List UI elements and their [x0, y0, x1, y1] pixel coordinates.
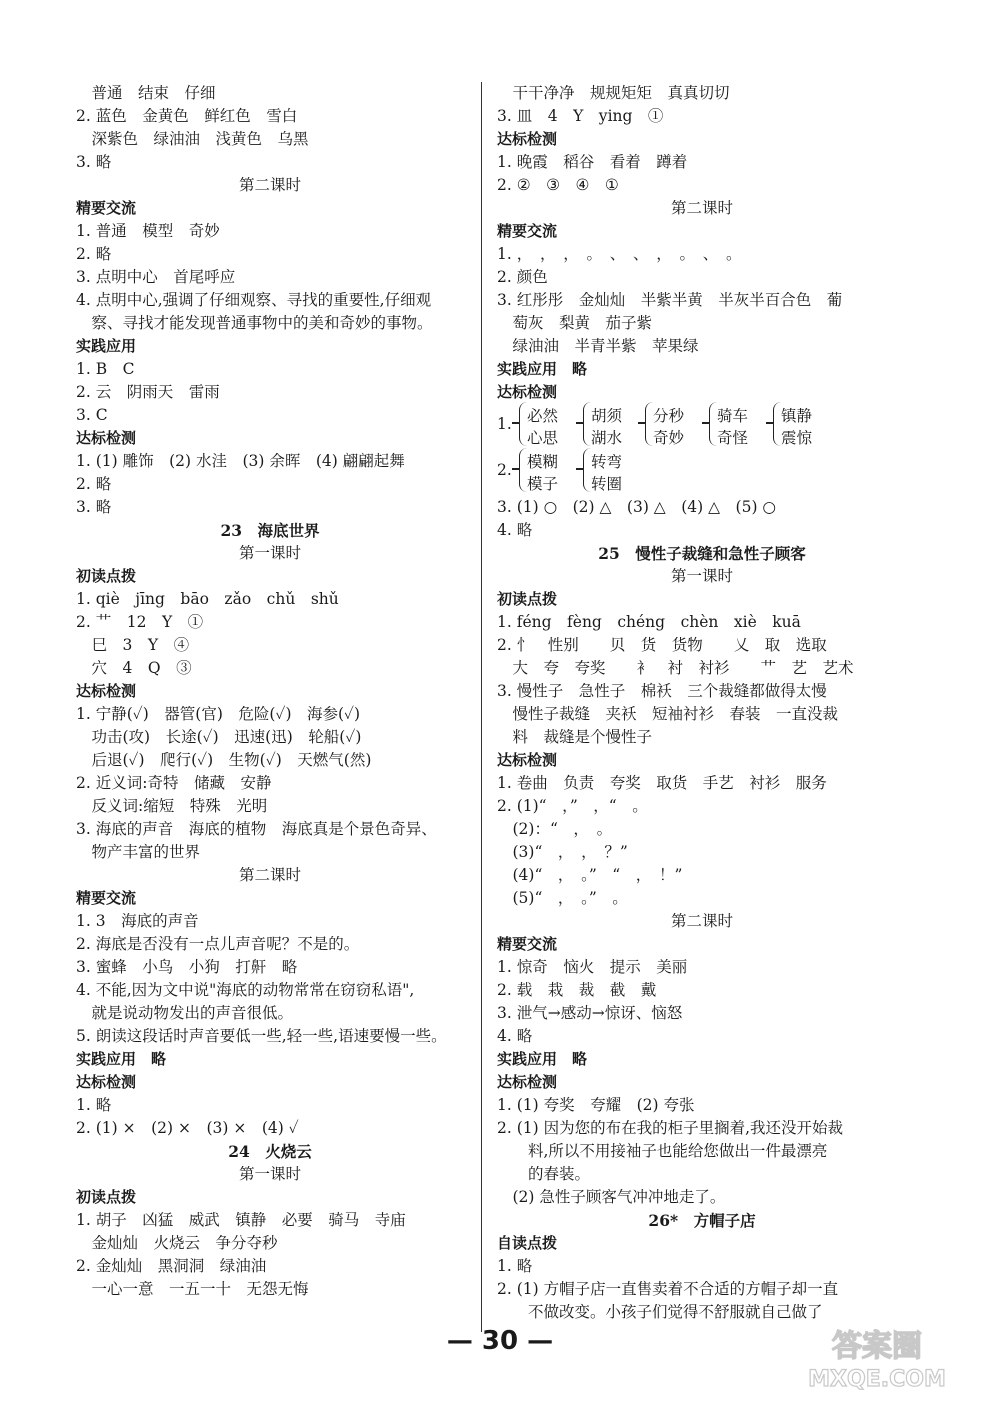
answer-line: 4. 不能,因为文中说"海底的动物常常在窃窃私语", [76, 981, 415, 999]
answer-line: 2. 载 栽 裁 截 戴 [497, 981, 657, 999]
question-number: 2. [497, 461, 512, 479]
answer-line: 2. 颜色 [497, 268, 548, 286]
section-heading: 达标检测 [497, 383, 558, 401]
answer-line: 1. 普通 模型 奇妙 [76, 222, 220, 240]
answer-line: 1. 略 [76, 1096, 112, 1114]
answer-line: 3. 点明中心 首尾呼应 [76, 268, 236, 286]
section-heading: 精要交流 [76, 889, 137, 907]
answer-line: 2. (1) 方帽子店一直售卖着不合适的方帽子却一直 [497, 1280, 839, 1298]
answer-line: 深紫色 绿油油 浅黄色 乌黑 [76, 130, 309, 148]
answer-line: 1. (1) 夸奖 夸耀 (2) 夸张 [497, 1096, 695, 1114]
answer-line: 2. (1) 因为您的布在我的柜子里搁着,我还没开始裁 [497, 1119, 844, 1137]
watermark-text-cn: 答案圈 [832, 1329, 922, 1364]
answer-line: 1. 略 [497, 1257, 533, 1275]
answer-line: 绿油油 半青半紫 苹果绿 [497, 337, 699, 355]
answer-line: 2. 略 [76, 245, 112, 263]
answer-line: 巳 3 Y ④ [76, 636, 190, 654]
brace-word: 转弯 [591, 453, 623, 471]
section-heading: 精要交流 [76, 199, 137, 217]
answer-line: (3)“ ， ， ？” [497, 843, 628, 861]
answer-line: (5)“ ， 。” 。 [497, 889, 628, 907]
section-heading: 精要交流 [497, 935, 558, 953]
answer-line: 后退(✓) 爬行(✓) 生物(✓) 天燃气(然) [76, 751, 372, 769]
answer-line: 2. 艹 12 Y ① [76, 613, 204, 631]
brace-group-1 [497, 404, 907, 450]
answer-line: 3. 红彤彤 金灿灿 半紫半黄 半灰半百合色 葡 [497, 291, 843, 309]
lesson-title: 第一课时 [238, 1165, 301, 1183]
brace-word: 心思 [527, 429, 559, 447]
answer-line: 萄灰 梨黄 茄子紫 [497, 314, 653, 332]
answer-line: 2. (1) × (2) × (3) × (4) ✓ [76, 1119, 299, 1137]
brace-word: 必然 [527, 407, 559, 425]
lesson-title: 23 海底世界 [220, 521, 320, 540]
lesson-title: 第一课时 [238, 544, 301, 562]
right-section-a [497, 82, 907, 404]
answer-line: 2. 云 阴雨天 雷雨 [76, 383, 220, 401]
answer-line: 2. 海底是否没有一点儿声音呢？不是的。 [76, 935, 360, 953]
answer-line: 3. 蜜蜂 小鸟 小狗 打鼾 略 [76, 958, 298, 976]
section-heading: 实践应用 略 [76, 1050, 167, 1068]
brace-word: 湖水 [591, 429, 623, 447]
answer-line: 4. 略 [497, 521, 533, 539]
lesson-title: 26* 方帽子店 [648, 1211, 756, 1230]
answer-line: 金灿灿 火烧云 争分夺秒 [76, 1234, 278, 1252]
answer-line: 物产丰富的世界 [76, 843, 201, 861]
answer-line: 料,所以不用接袖子也能给您做出一件最漂亮 [497, 1142, 828, 1160]
answer-line: 察、寻找才能发现普通事物中的美和奇妙的事物。 [76, 314, 433, 332]
section-heading: 达标检测 [497, 751, 558, 769]
answer-line: 料 裁缝是个慢性子 [497, 728, 653, 746]
brace-word: 胡须 [591, 407, 623, 425]
answer-line: 3. 慢性子 急性子 棉袄 三个裁缝都做得太慢 [497, 682, 827, 700]
answer-line: 大 夸 夸奖 衤 衬 衬衫 艹 艺 艺术 [497, 659, 854, 677]
brace-word: 镇静 [781, 407, 813, 425]
answer-line: 的春装。 [497, 1165, 591, 1183]
answer-line: 2. ② ③ ④ ① [497, 176, 619, 194]
answer-line: (2)：“ ， 。 [497, 820, 613, 838]
brace-word: 转圈 [591, 475, 623, 493]
section-heading: 达标检测 [76, 1073, 137, 1091]
section-heading: 实践应用 [76, 337, 137, 355]
brace-group-2 [497, 450, 907, 496]
question-number: 1. [497, 415, 512, 433]
answer-line: 慢性子裁缝 夹袄 短袖衬衫 春装 一直没裁 [497, 705, 839, 723]
answer-line: 不做改变。小孩子们觉得不舒服就自己做了 [497, 1303, 823, 1321]
answer-line: 穴 4 Q ③ [76, 659, 192, 677]
answer-line: 1. 3 海底的声音 [76, 912, 199, 930]
answer-line: 4. 略 [497, 1027, 533, 1045]
answer-line: 2. 金灿灿 黑洞洞 绿油油 [76, 1257, 267, 1275]
answer-line: 3. 略 [76, 153, 112, 171]
page-number: — 30 — [446, 1326, 554, 1356]
answer-line: 2. 略 [76, 475, 112, 493]
brace-word: 骑车 [717, 407, 749, 425]
section-heading: 精要交流 [497, 222, 558, 240]
answer-line: 3. 皿 4 Y ying ① [497, 107, 664, 125]
lesson-title: 第二课时 [238, 866, 301, 884]
brace-word: 模子 [527, 475, 559, 493]
answer-line: 一心一意 一五一十 无怨无悔 [76, 1280, 309, 1298]
answer-line: 功击(攻) 长途(✓) 迅速(迅) 轮船(✓) [76, 728, 362, 746]
answer-line: 1. 晚霞 稻谷 看着 蹲着 [497, 153, 688, 171]
lesson-title: 第二课时 [238, 176, 301, 194]
answer-line: 1. (1) 雕饰 (2) 水洼 (3) 余晖 (4) 翩翩起舞 [76, 452, 405, 470]
section-heading: 初读点拨 [497, 590, 558, 608]
answer-line: 1. B C [76, 360, 135, 378]
lesson-title: 第一课时 [670, 567, 733, 585]
answer-line: 3. 海底的声音 海底的植物 海底真是个景色奇异、 [76, 820, 437, 838]
brace-word: 震惊 [781, 429, 813, 447]
answer-line: 3. 泄气→感动→惊讶、恼怒 [497, 1004, 683, 1022]
answer-line: 1. 宁静(✓) 器管(官) 危险(✓) 海参(✓) [76, 705, 361, 723]
answer-line: 4. 点明中心,强调了仔细观察、寻找的重要性,仔细观 [76, 291, 432, 309]
lesson-title: 25 慢性子裁缝和急性子顾客 [598, 544, 806, 563]
brace-word: 模糊 [527, 453, 559, 471]
answer-line: 2. 忄 性别 贝 货 货物 乂 取 选取 [497, 636, 827, 654]
lesson-title: 24 火烧云 [228, 1142, 312, 1161]
right-section-b [497, 496, 907, 1324]
answer-line: 1. 惊奇 恼火 提示 美丽 [497, 958, 688, 976]
answer-line: 2. 近义词:奇特 储藏 安静 [76, 774, 272, 792]
brace-word: 奇妙 [653, 429, 685, 447]
answer-line: 干干净净 规规矩矩 真真切切 [497, 84, 730, 102]
section-heading: 自读点拨 [497, 1234, 558, 1252]
answer-line: 1. 卷曲 负责 夸奖 取货 手艺 衬衫 服务 [497, 774, 827, 792]
section-heading: 实践应用 略 [497, 360, 588, 378]
brace-word: 分秒 [653, 407, 685, 425]
answer-line: 1. 胡子 凶猛 威武 镇静 必要 骑马 寺庙 [76, 1211, 406, 1229]
answer-line: 就是说动物发出的声音很低。 [76, 1004, 294, 1022]
lesson-title: 第二课时 [670, 912, 733, 930]
section-heading: 初读点拨 [76, 567, 137, 585]
answer-line: 普通 结束 仔细 [76, 84, 216, 102]
section-heading: 初读点拨 [76, 1188, 137, 1206]
answer-line: 反义词:缩短 特殊 光明 [76, 797, 268, 815]
section-heading: 实践应用 略 [497, 1050, 588, 1068]
answer-line: 3. (1) ○ (2) △ (3) △ (4) △ (5) ○ [497, 498, 776, 516]
answer-column-right [497, 82, 907, 1324]
answer-line: 5. 朗读这段话时声音要低一些,轻一些,语速要慢一些。 [76, 1027, 447, 1045]
section-heading: 达标检测 [497, 130, 558, 148]
answer-line: (2) 急性子顾客气冲冲地走了。 [497, 1188, 726, 1206]
answer-line: 1. qiè jīng bāo zǎo chǔ shǔ [76, 590, 339, 608]
answer-column-left [76, 82, 464, 1301]
brace-word: 奇怪 [717, 429, 749, 447]
answer-line: 2. 蓝色 金黄色 鲜红色 雪白 [76, 107, 298, 125]
lesson-title: 第二课时 [670, 199, 733, 217]
answer-line: 3. C [76, 406, 108, 424]
section-heading: 达标检测 [76, 429, 137, 447]
column-divider [481, 82, 482, 1332]
answer-line: 1. ， ， ， 。 、 、 ， 。 、 。 [497, 245, 742, 263]
answer-line: (4)“ ， 。” “ ， ！” [497, 866, 683, 884]
answer-line: 3. 略 [76, 498, 112, 516]
watermark-logo [792, 1322, 962, 1394]
answer-line: 2. (1)“ ，” ，“ 。 [497, 797, 648, 815]
section-heading: 达标检测 [76, 682, 137, 700]
watermark-text-en: MXQE.COM [808, 1367, 946, 1392]
answer-line: 1. féng fèng chéng chèn xiè kuā [497, 613, 801, 631]
section-heading: 达标检测 [497, 1073, 558, 1091]
